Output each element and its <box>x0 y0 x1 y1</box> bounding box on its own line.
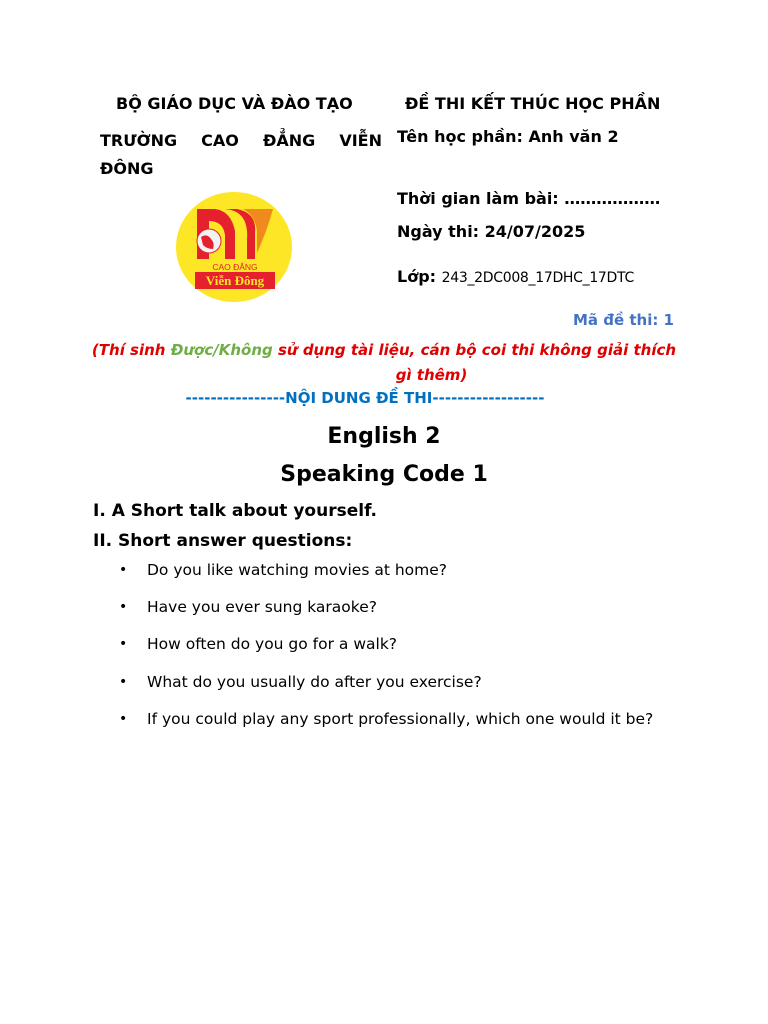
logo-bottom-text: Viễn Đông <box>205 273 265 288</box>
instr-allowed: Được/Không <box>170 341 273 359</box>
part-1-heading: I. A Short talk about yourself. <box>93 501 377 521</box>
school-word: VIỄN <box>339 131 382 150</box>
exam-code: Mã đề thi: 1 <box>572 311 674 329</box>
duration-line <box>397 189 660 208</box>
part-2-heading: II. Short answer questions: <box>93 531 353 551</box>
bullet-icon: • <box>119 674 128 690</box>
question-item: If you could play any sport professionally, which one would it be? <box>147 710 654 728</box>
class-value: 243_2DC008_17DHC_17DTC <box>441 270 634 286</box>
instr-rest: sử dụng tài liệu, cán bộ coi thi không giải thích <box>272 341 677 359</box>
school-word: CAO <box>201 131 239 150</box>
question-item: How often do you go for a walk? <box>147 635 398 653</box>
instr-open: (Thí sinh <box>91 341 171 359</box>
exam-title-heading: ĐỀ THI KẾT THÚC HỌC PHẦN <box>405 94 661 113</box>
bullet-icon: • <box>119 636 128 652</box>
instr-line2: gì thêm) <box>395 366 468 384</box>
class-label: Lớp: <box>397 267 437 286</box>
subject-line <box>397 127 619 146</box>
exam-date-line <box>397 222 585 241</box>
question-item: Have you ever sung karaoke? <box>147 598 377 616</box>
class-line <box>397 267 634 286</box>
question-item: Do you like watching movies at home? <box>147 561 448 579</box>
content-title: ----------------NỘI DUNG ĐỀ THI------------------ <box>185 389 545 407</box>
date-label: Ngày thi: <box>397 222 480 241</box>
duration-value: ……………… <box>564 189 661 208</box>
school-word: ĐẲNG <box>262 131 316 150</box>
school-word: ĐÔNG <box>100 159 154 178</box>
school-logo <box>175 191 293 303</box>
course-title: English 2 <box>327 424 441 449</box>
bullet-icon: • <box>119 711 128 727</box>
bullet-icon: • <box>119 562 128 578</box>
ministry-heading: BỘ GIÁO DỤC VÀ ĐÀO TẠO <box>116 94 353 113</box>
subject-value: Anh văn 2 <box>528 127 619 146</box>
subject-label: Tên học phần: <box>397 127 523 146</box>
logo-top-text: CAO ĐẲNG <box>212 262 258 272</box>
bullet-icon: • <box>119 599 128 615</box>
question-item: What do you usually do after you exercise? <box>147 673 482 691</box>
code-title: Speaking Code 1 <box>280 462 488 487</box>
school-name <box>100 127 382 183</box>
exam-instructions <box>40 338 728 388</box>
school-word: TRƯỜNG <box>100 131 178 150</box>
date-value: 24/07/2025 <box>484 222 586 241</box>
duration-label: Thời gian làm bài: <box>397 189 559 208</box>
